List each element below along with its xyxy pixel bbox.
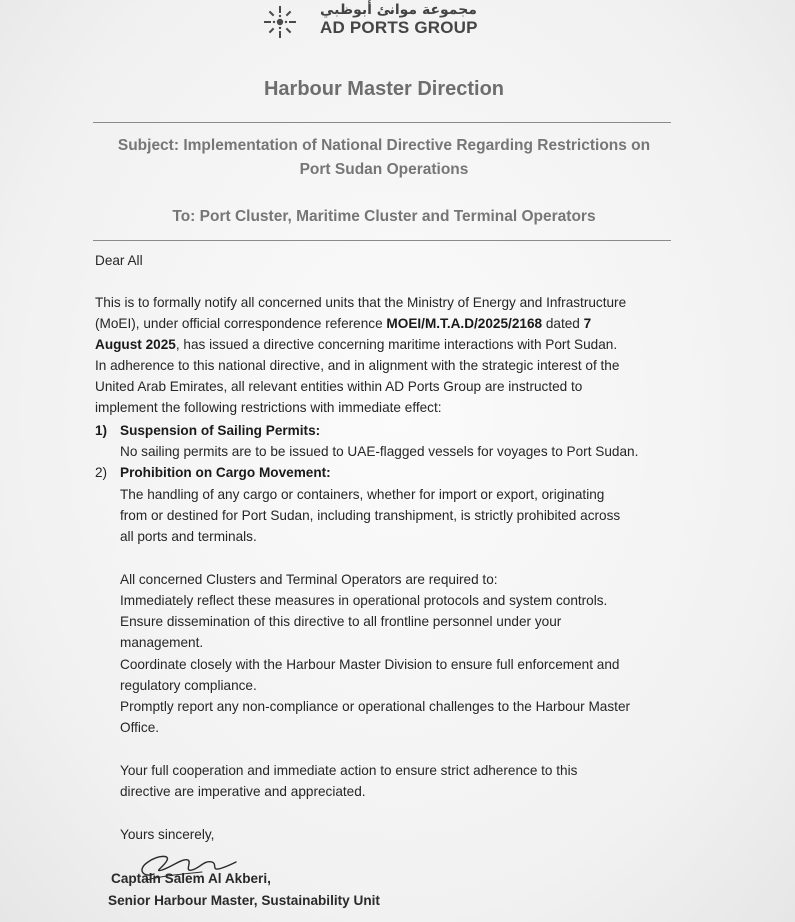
requirement-line: Immediately reflect these measures in operational protocols and system controls.: [120, 593, 608, 608]
subject-block: [100, 134, 668, 182]
divider-bottom: [93, 240, 671, 241]
requirement-line: management.: [120, 635, 204, 650]
logo-arabic-text: مجموعة موانئ أبوظبي: [320, 2, 477, 18]
to-label: To:: [172, 208, 196, 225]
closing-line: directive are imperative and appreciated.: [120, 784, 366, 799]
sign-off: Yours sincerely,: [120, 827, 215, 842]
closing-line: Your full cooperation and immediate action to ensure strict adherence to this: [120, 763, 578, 778]
requirement-line: Ensure dissemination of this directive to all frontline personnel under your: [120, 614, 562, 629]
paragraph-line: implement the following restrictions with immediate effect:: [95, 400, 442, 415]
paragraph-line: This is to formally notify all concerned units that the Ministry of Energy and Infrastructure: [95, 295, 627, 310]
list-number: 2): [95, 465, 108, 480]
requirement-line: regulatory compliance.: [120, 678, 257, 693]
recipients-line: [100, 208, 668, 226]
paragraph-text: (MoEI), under official correspondence reference: [95, 316, 387, 331]
signatory-title: Senior Harbour Master, Sustainability Unit: [108, 893, 380, 908]
subject-label: Subject:: [117, 137, 180, 154]
list-number: 1): [95, 423, 108, 438]
date-day: 7: [583, 316, 592, 331]
subject-line-1: Implementation of National Directive Regarding Restrictions on: [183, 137, 651, 154]
paragraph-text: , has issued a directive concerning maritime interactions with Port Sudan.: [175, 337, 618, 352]
paragraph-line: [95, 313, 591, 334]
list-item-title: Prohibition on Cargo Movement:: [120, 465, 331, 480]
paragraph-line: [95, 334, 617, 355]
reference-number: MOEI/M.T.A.D/2025/2168: [386, 316, 543, 331]
logo-english-text: AD PORTS GROUP: [320, 18, 478, 37]
paragraph-text: dated: [542, 316, 584, 331]
list-item-text: The handling of any cargo or containers, whether for import or export, originating: [120, 487, 605, 502]
document-title: Harbour Master Direction: [263, 78, 505, 100]
paragraph-line: United Arab Emirates, all relevant entities within AD Ports Group are instructed to: [95, 379, 583, 394]
to-recipients: Port Cluster, Maritime Cluster and Terminal Operators: [199, 208, 596, 225]
list-item-title: Suspension of Sailing Permits:: [120, 423, 321, 438]
subject-line-2: Port Sudan Operations: [299, 161, 469, 178]
requirement-line: Promptly report any non-compliance or operational challenges to the Harbour Master: [120, 699, 631, 714]
signatory-name: Captain Salem Al Akberi,: [111, 871, 271, 886]
requirement-line: Office.: [120, 720, 160, 735]
requirements-intro: All concerned Clusters and Terminal Operators are required to:: [120, 572, 498, 587]
paragraph-line: In adherence to this national directive, and in alignment with the strategic interest of the: [95, 358, 620, 373]
list-item-text: No sailing permits are to be issued to UAE-flagged vessels for voyages to Port Sudan.: [120, 444, 639, 459]
divider-top: [93, 122, 671, 123]
sun-emblem-icon: [260, 4, 300, 40]
list-item-text: from or destined for Port Sudan, including transhipment, is strictly prohibited across: [120, 508, 621, 523]
company-logo: [258, 2, 518, 42]
date-month-year: August 2025: [95, 337, 176, 352]
list-item-text: all ports and terminals.: [120, 529, 257, 544]
requirement-line: Coordinate closely with the Harbour Master Division to ensure full enforcement and: [120, 657, 620, 672]
greeting: Dear All: [95, 253, 143, 268]
